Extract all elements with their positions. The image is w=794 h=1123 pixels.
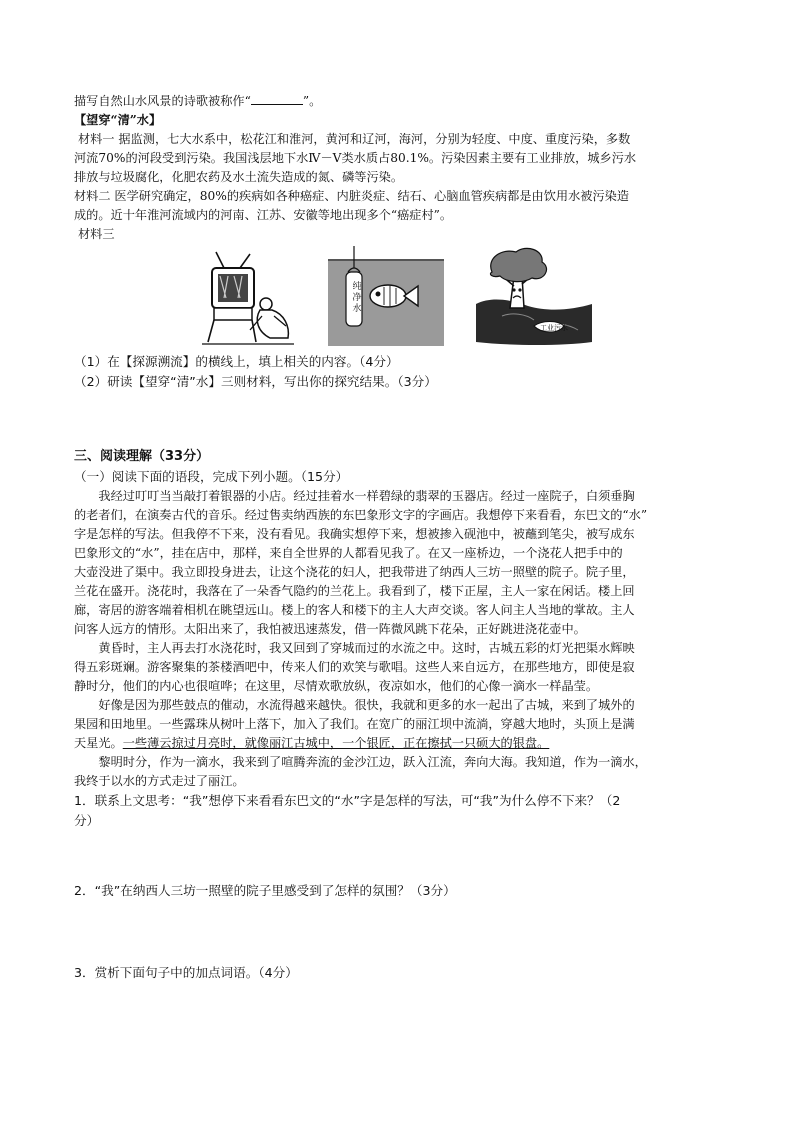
passage-line: 果园和田地里。一些露珠从树叶上落下，加入了我们。在宽广的丽江坝中流淌，穿越大地时，头顶上是满 — [74, 717, 635, 731]
passage-line: 黄昏时，主人再去打水浇花时，我又回到了穿城而过的水流之中。这时，古城五彩的灯光把渠水辉映 — [98, 641, 635, 655]
passage-line: 问客人远方的情形。太阳出来了，我怕被迅速蒸发，借一阵微风跳下花朵，正好跳进浇花壶中。 — [74, 622, 586, 636]
passage-line: 字是怎样的写法。但我停不下来，没有看见。我确实想停下来，想被掺入砚池中，被蘸到笔尖，被写成东 — [74, 527, 635, 541]
passage-line: 得五彩斑斓。游客聚集的茶楼酒吧中，传来人们的欢笑与歌唱。这些人来自远方，在那些地方，即使是寂 — [74, 660, 635, 674]
passage-line: 大壶没进了渠中。我立即投身进去，让这个浇花的妇人，把我带进了纳西人三坊一照壁的院子。院子里， — [74, 565, 635, 579]
question-2: 2．“我”在纳西人三坊一照壁的院子里感受到了怎样的氛围？（3分） — [74, 883, 456, 898]
material2-line: 材料二 医学研究确定，80%的疾病如各种癌症、内脏炎症、结石、心脑血管疾病都是由饮用水被污染造 — [74, 189, 630, 203]
section-title-clear-water: 【望穿“清”水】 — [74, 113, 162, 127]
question-1-cont: 分） — [74, 813, 100, 828]
material1-line: 排放与垃圾腐化，化肥农药及水土流失造成的氮、磷等污染。 — [74, 170, 404, 184]
section3-title: 三、阅读理解（33分） — [74, 449, 210, 464]
intro-line — [74, 92, 726, 111]
question-3: 3．赏析下面句子中的加点词语。（4分） — [74, 965, 298, 980]
passage-line: 黎明时分，作为一滴水，我来到了喧腾奔流的金沙江边，跃入江流，奔向大海。我知道，作为一滴水， — [98, 755, 647, 769]
passage-line: 我终于以水的方式走过了丽江。 — [74, 774, 245, 788]
passage-line: 静时分，他们的内心也很喧哗；在这里，尽情欢歌放纵，夜凉如水，他们的心像一滴水一样晶莹。 — [74, 679, 599, 693]
passage-line — [74, 734, 726, 753]
passage-line: 兰花在盛开。浇花时，我落在了一朵香气隐约的兰花上。我看到了，楼下正屋，主人一家在闲话。楼上回 — [74, 584, 635, 598]
passage-text: 天星光。 — [74, 736, 123, 750]
material1-line: 河流70%的河段受到污染。我国浅层地下水Ⅳ－Ⅴ类水质占80.1%。污染因素主要有工业排放，城乡污水 — [74, 151, 637, 165]
passage-line: 巴象形文的“水”，挂在店中，那样，来自全世界的人都看见我了。在又一座桥边，一个浇花人把手中的 — [74, 546, 623, 560]
passage-line: 的老者们，在演奏古代的音乐。经过售卖纳西族的东巴象形文字的字画店。我想停下来看看，东巴文的“水” — [74, 508, 648, 522]
factory-label: 工业污水 — [540, 324, 568, 332]
passage-line: 我经过叮叮当当敲打着银器的小店。经过挂着水一样碧绿的翡翠的玉器店。经过一座院子，白须垂胸 — [98, 489, 635, 503]
material3-label: 材料三 — [78, 227, 115, 241]
material2-line: 成的。近十年淮河流域内的河南、江苏、安徽等地出现多个“癌症村”。 — [74, 208, 453, 222]
reading-passage — [74, 487, 726, 791]
question-part2-1: （1）在【探源溯流】的横线上，填上相关的内容。（4分） — [74, 354, 399, 369]
section3-sub: （一）阅读下面的语段，完成下列小题。（15分） — [74, 469, 349, 484]
water-bottle-cartoon-image — [328, 246, 444, 346]
material3-cartoons — [74, 246, 726, 352]
passage-line: 廊，寄居的游客端着相机在眺望远山。楼上的客人和楼下的主人大声交谈。客人问主人当地的掌故。主人 — [74, 603, 635, 617]
material1-line: 材料一 据监测，七大水系中，松花江和淮河，黄河和辽河，海河，分别为轻度、中度、重度污染，多数 — [78, 132, 631, 146]
exam-page — [74, 92, 726, 983]
passage-line: 好像是因为那些鼓点的催动，水流得越来越快。很快，我就和更多的水一起出了古城，来到了城外的 — [98, 698, 635, 712]
underlined-sentence: 一些薄云掠过月亮时，就像丽江古城中，一个银匠，正在擦拭一只硕大的银盘。 — [122, 736, 550, 750]
polluted-tree-cartoon-image — [472, 246, 598, 346]
tv-cartoon-image — [200, 246, 296, 346]
answer-blank — [251, 92, 303, 105]
question-part2-2: （2）研读【望穿“清”水】三则材料，写出你的探究结果。（3分） — [74, 374, 437, 389]
question-1: 1．联系上文思考：“我”想停下来看看东巴文的“水”字是怎样的写法，可“我”为什么停不下来？（2 — [74, 793, 621, 808]
intro-text: 描写自然山水风景的诗歌被称作“ — [74, 94, 251, 108]
bottle-label: 纯净水 — [352, 282, 362, 314]
intro-text-end: ”。 — [302, 94, 322, 108]
